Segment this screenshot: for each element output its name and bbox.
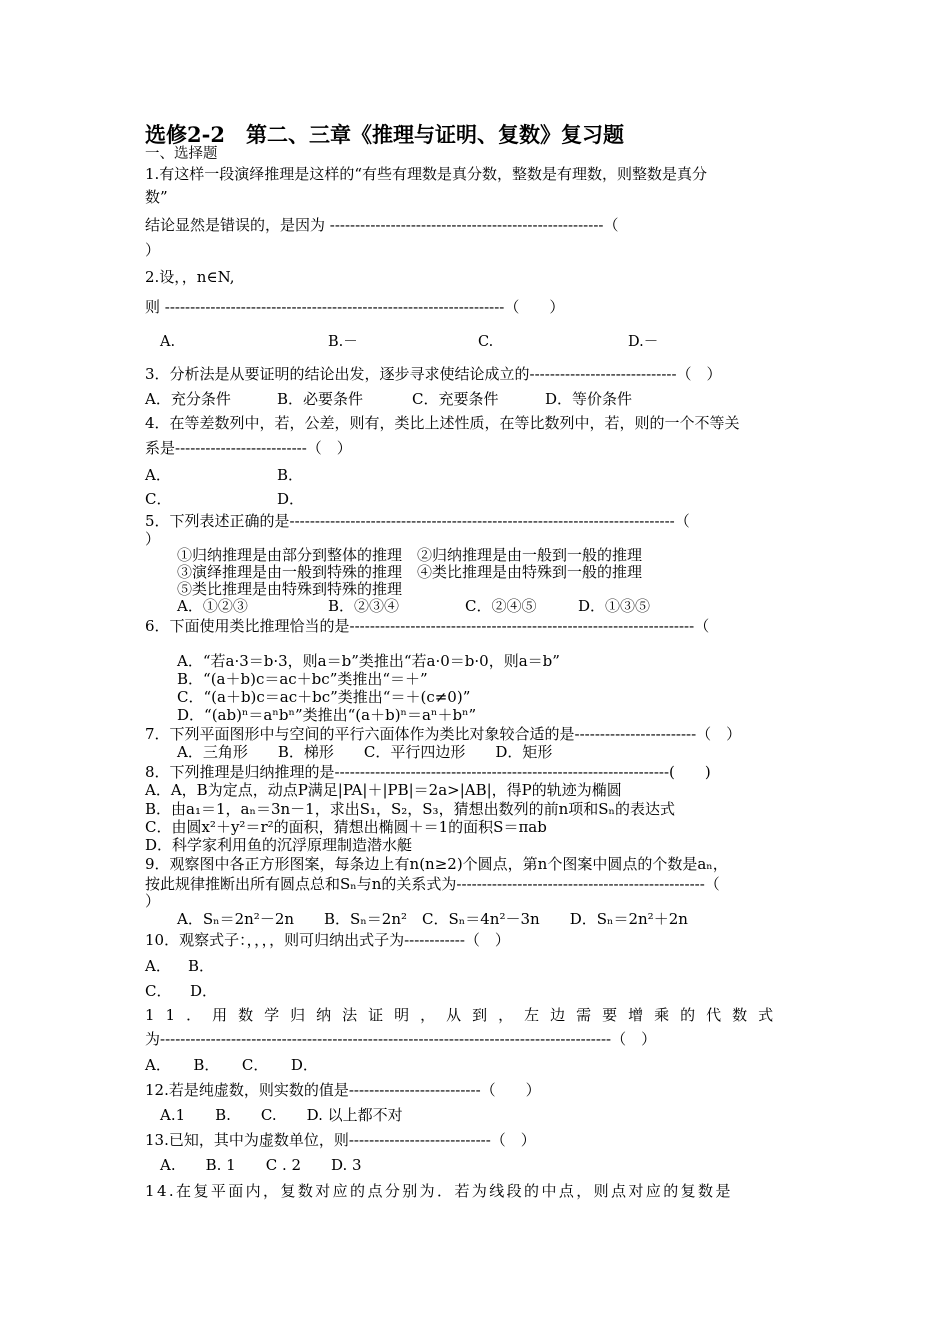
q2-option-a: A. bbox=[160, 334, 176, 350]
section-heading: 一、选择题 bbox=[145, 146, 218, 162]
q10-option-d: D． bbox=[190, 982, 218, 1000]
q6-line-1: 6．下面使用类比推理恰当的是--------------------------------------------------------------------（ bbox=[145, 617, 710, 635]
q2-line-2: 则 -------------------------------------------------------------------（ ） bbox=[145, 298, 565, 316]
q3-option-a: A．充分条件 bbox=[145, 390, 231, 408]
q10-option-c: C． bbox=[145, 982, 172, 1000]
q8-option-c: C．由圆x²＋y²＝r²的面积，猜想出椭圆＋＝1的面积S＝πab bbox=[145, 818, 547, 836]
q2-line-1: 2.设，，n∈N, bbox=[145, 268, 235, 286]
q4-option-d: D． bbox=[277, 490, 305, 508]
q5-option-c: C．②④⑤ bbox=[465, 597, 537, 615]
q3-option-c: C．充要条件 bbox=[412, 390, 499, 408]
q4-line-1: 4．在等差数列中，若，公差，则有，类比上述性质，在等比数列中，若，则的一个不等关 bbox=[145, 414, 740, 432]
q11-line-2: 为-----------------------------------------------------------------------------------------（ ） bbox=[145, 1030, 657, 1048]
q5-option-a: A．①②③ bbox=[177, 597, 248, 615]
q7-line-1: 7．下列平面图形中与空间的平行六面体作为类比对象较合适的是------------------------（ ） bbox=[145, 725, 742, 743]
q3-line-1: 3．分析法是从要证明的结论出发，逐步寻求使结论成立的-----------------------------（ ） bbox=[145, 365, 722, 383]
q4-line-2: 系是--------------------------（ ） bbox=[145, 439, 352, 457]
q1-line-1: 1.有这样一段演绎推理是这样的“有些有理数是真分数，整数是有理数，则整数是真分 bbox=[145, 165, 707, 183]
page-title: 选修2-2 第二、三章《推理与证明、复数》复习题 bbox=[145, 122, 624, 147]
q7-options: A．三角形 B．梯形 C．平行四边形 D．矩形 bbox=[177, 743, 553, 761]
q5-option-b: B．②③④ bbox=[328, 597, 400, 615]
q2-option-b: B.－ bbox=[328, 334, 358, 350]
q13-line-1: 13.已知，其中为虚数单位，则----------------------------（ ） bbox=[145, 1131, 536, 1149]
q3-option-b: B．必要条件 bbox=[277, 390, 364, 408]
q6-option-d: D．“(ab)ⁿ＝aⁿbⁿ”类推出“(a＋b)ⁿ＝aⁿ＋bⁿ” bbox=[177, 706, 477, 724]
q10-option-b: B． bbox=[188, 957, 215, 975]
q11-options: A． B． C． D． bbox=[145, 1056, 318, 1074]
q6-option-b: B．“(a＋b)c＝ac＋bc”类推出“＝＋” bbox=[177, 670, 428, 688]
q12-options: A.1 B. C. D. 以上都不对 bbox=[160, 1106, 403, 1124]
q10-line-1: 10．观察式子：，，，，则可归纳出式子为------------（ ） bbox=[145, 931, 510, 949]
q11-line-1: 11．用数学归纳法证明，从到，左边需要增乘的代数式 bbox=[145, 1006, 785, 1024]
q9-line-2: 按此规律推断出所有圆点总和Sₙ与n的关系式为-------------------------------------------------（ bbox=[145, 875, 720, 893]
q5-option-d: D．①③⑤ bbox=[578, 597, 651, 615]
q8-line-1: 8．下列推理是归纳推理的是------------------------------------------------------------------( ) bbox=[145, 763, 711, 781]
q13-options: A. B. 1 C . 2 D. 3 bbox=[160, 1156, 362, 1174]
q10-option-a: A． bbox=[145, 957, 171, 975]
q14-line-1: 14.在复平面内，复数对应的点分别为．若为线段的中点，则点对应的复数是 bbox=[145, 1182, 733, 1200]
q5-line-2: ） bbox=[145, 530, 161, 548]
q8-option-b: B．由a₁＝1，aₙ＝3n－1，求出S₁，S₂，S₃，猜想出数列的前n项和Sₙ的表达式 bbox=[145, 800, 675, 818]
q9-line-1: 9．观察图中各正方形图案，每条边上有n(n≥2)个圆点，第n个图案中圆点的个数是aₙ， bbox=[145, 855, 728, 873]
q4-option-b: B． bbox=[277, 466, 304, 484]
q4-option-a: A． bbox=[145, 466, 171, 484]
q5-item-3: ⑤类比推理是由特殊到特殊的推理 bbox=[177, 580, 403, 598]
q1-line-2: 数” bbox=[145, 188, 168, 206]
q4-option-c: C． bbox=[145, 490, 172, 508]
q1-line-4: ） bbox=[145, 241, 161, 259]
q3-option-d: D．等价条件 bbox=[545, 390, 633, 408]
q8-option-a: A．A，B为定点，动点P满足|PA|＋|PB|＝2a>|AB|，得P的轨迹为椭圆 bbox=[145, 781, 622, 799]
q5-item-1: ①归纳推理是由部分到整体的推理 ②归纳推理是由一般到一般的推理 bbox=[177, 546, 643, 564]
q6-option-c: C．“(a＋b)c＝ac＋bc”类推出“＝＋(c≠0)” bbox=[177, 688, 471, 706]
q2-option-d: D.－ bbox=[628, 334, 659, 350]
q5-line-1: 5．下列表述正确的是----------------------------------------------------------------------------（ bbox=[145, 512, 690, 530]
q5-item-2: ③演绎推理是由一般到特殊的推理 ④类比推理是由特殊到一般的推理 bbox=[177, 563, 643, 581]
q6-option-a: A．“若a·3＝b·3，则a＝b”类推出“若a·0＝b·0，则a＝b” bbox=[177, 652, 560, 670]
q8-option-d: D．科学家利用鱼的沉浮原理制造潜水艇 bbox=[145, 836, 413, 854]
q2-option-c: C. bbox=[478, 334, 494, 350]
q12-line-1: 12.若是纯虚数，则实数的值是--------------------------（ ） bbox=[145, 1081, 541, 1099]
q1-line-3: 结论显然是错误的，是因为 ------------------------------------------------------（ bbox=[145, 216, 619, 234]
q9-line-3: ） bbox=[145, 892, 161, 910]
q9-options: A．Sₙ＝2n²－2n B．Sₙ＝2n² C．Sₙ＝4n²－3n D．Sₙ＝2n²＋2n bbox=[177, 910, 688, 928]
